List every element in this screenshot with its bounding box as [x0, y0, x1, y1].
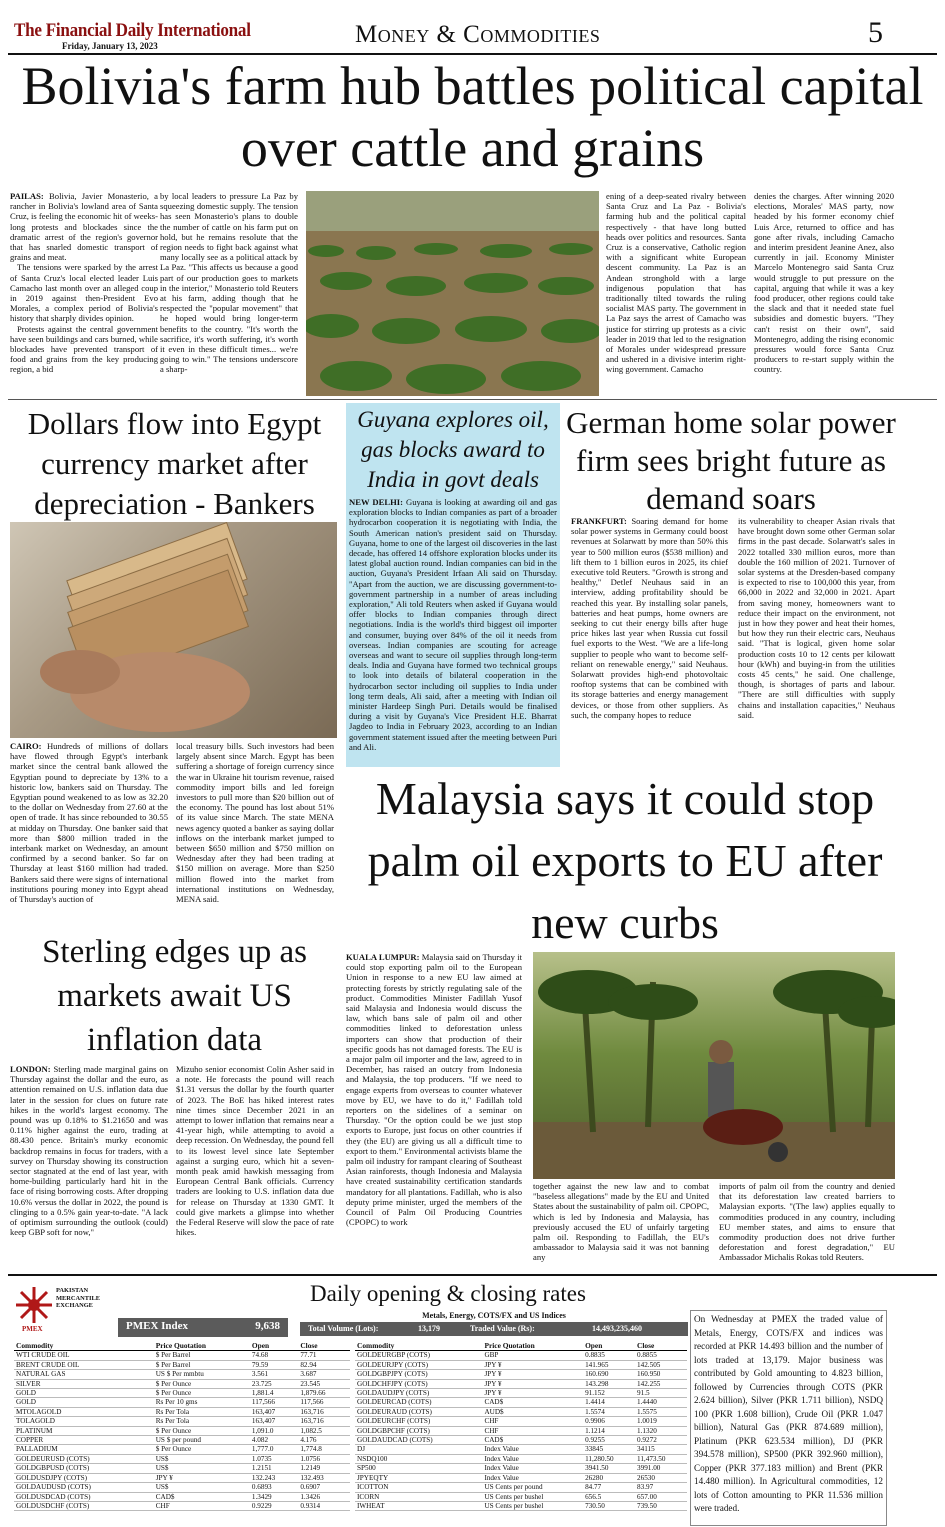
- cell-close: 1.1320: [635, 1426, 687, 1435]
- cell-commodity: DJ: [355, 1445, 482, 1454]
- header-close: Close: [298, 1342, 350, 1351]
- malaysia-dateline: KUALA LUMPUR:: [346, 952, 420, 962]
- cell-open: 1,777.0: [250, 1445, 298, 1454]
- cell-commodity: GOLDEURJPY (COTS): [355, 1360, 482, 1369]
- cell-quotation: US Cents per bushel: [482, 1492, 583, 1501]
- pmex-index-label: PMEX Index: [126, 1320, 189, 1332]
- cell-commodity: GOLDAUDUSD (COTS): [14, 1483, 154, 1492]
- table-row: [355, 1483, 687, 1492]
- pmex-logo-abbr: PMEX: [22, 1325, 43, 1333]
- cell-close: 3.687: [298, 1370, 350, 1379]
- pmex-summary: On Wednesday at PMEX the traded value of Metals, Energy, COTS/FX and indices was recorded at PKR 14.493 billion and the number of lots traded at 13,179. Major business was contributed by Gold amounting to 4.823 billion, followed by Currencies through COTS (PKR 2.624 billion), Silver (PKR 1.711 billion), NSDQ 100 (PKR 1.608 billion), Crude Oil (PKR 1.047 billion), Natural Gas (PKR 874.689 million), Platinum (PKR 623.534 million), DJ (PKR 394.578 million), SP500 (PKR 392.960 million), Copper (PKR 377.183 million) and Brent (PKR 14.480 million). In Agricultural commodities, 12 lots of Cotton amounting to PKR 11.536 million were traded.: [690, 1310, 887, 1526]
- pmex-table-left: [14, 1342, 350, 1511]
- pmex-right-body: [355, 1351, 687, 1511]
- table-row: [14, 1492, 350, 1501]
- table-row: [14, 1379, 350, 1388]
- table-row: [355, 1454, 687, 1463]
- cell-quotation: $ Per Barrel: [154, 1360, 250, 1369]
- cell-close: 1.3426: [298, 1492, 350, 1501]
- farm-field-photo: [306, 191, 599, 396]
- cell-open: 1.4414: [583, 1398, 635, 1407]
- cell-close: 82.94: [298, 1360, 350, 1369]
- cell-close: 1.0756: [298, 1454, 350, 1463]
- cell-open: 0.9255: [583, 1436, 635, 1445]
- cell-quotation: US$: [154, 1454, 250, 1463]
- cell-quotation: CAD$: [482, 1398, 583, 1407]
- cell-quotation: CAD$: [482, 1436, 583, 1445]
- pmex-index-bar: [118, 1318, 288, 1337]
- cell-close: 142.255: [635, 1379, 687, 1388]
- bolivia-para2: The tensions were sparked by the arrest of Santa Cruz's local elected leader Luis Camacho last month over an alleged coup in 2019 against then-President Evo Morales, a complex period of Bolivia's history that sharply divides opinion.: [10, 262, 158, 324]
- cell-close: 1.4440: [635, 1398, 687, 1407]
- palm-oil-photo: [533, 952, 895, 1179]
- table-row: [355, 1436, 687, 1445]
- egypt-text1: Hundreds of millions of dollars have flowed through Egypt's interbank market since the central bank allowed the Egyptian pound to depreciate by 13% to a historic low, bankers said on Thursday. The Egyptian pound weakened to as low as 32.20 to the dollar on Wednesday from 27.60 at the open of trade. It has since rebounded to 30.55 at midday on Thursday. One banker said that more than $800 million traded in the interbank market on Wednesday, an amount confirmed by a second banker. So far on Thursday at least $160 million had traded. Bankers said there were signs of international institutions pouring money into Egypt ahead of Thursday's auction of: [10, 741, 168, 905]
- bolivia-para1: Bolivia, Javier Monasterio, a rancher in Bolivia's lowland area of Santa Cruz, is feeling the economic hit of weeks-long protests and blockades since the dramatic arrest of the region's governor that has snarled domestic transport of grains and meat.: [10, 191, 158, 263]
- page-number: 5: [868, 16, 883, 49]
- bolivia-para3: Protests against the central government have seen buildings and cars burned, while blockades have prevented transport of food and grains from the key producing region, a bid: [10, 323, 158, 375]
- cell-open: 141.965: [583, 1360, 635, 1369]
- malaysia-text1: Malaysia said on Thursday it could stop exporting palm oil to the European Union in response to a new EU law aimed at protecting forests by strictly regulating sale of the product. Commodities Minister Fadillah Yusof said Malaysia and Indonesia would discuss the law, which bans sale of palm oil and other commodities linked to deforestation unless importers can show that production of their specific goods has not damaged forests. The EU is a major palm oil importer and the law, agreed to in December, has raised an outcry from Indonesia and Malaysia, the top producers. "If we need to engage experts from overseas to counter whatever move by EU, we have to do it," Fadillah told reporters on the sidelines of a seminar on Thursday. "Or the option could be we just stop exports to Europe, just focus on other countries if they (the EU) are giving us all a difficult time to export to them." Environmental activists blame the palm oil industry for rampant clearing of Southeast Asian rainforests, though Indonesia and Malaysia have created sustainability certification standards mandatory for all plantations. Fadillah, who is also deputy prime minister, urged the members of the Council of Palm Oil Producing Countries (CPOPC) to work: [346, 952, 522, 1228]
- egypt-headline: Dollars flow into Egypt currency market after depreciation - Bankers: [27, 406, 322, 521]
- header-price-quotation: Price Quotation: [482, 1342, 583, 1351]
- table-row: [355, 1501, 687, 1510]
- cell-commodity: GOLDEURAUD (COTS): [355, 1407, 482, 1416]
- german-dateline: FRANKFURT:: [571, 516, 627, 526]
- header-open: Open: [250, 1342, 298, 1351]
- cell-close: 0.9314: [298, 1501, 350, 1510]
- banknotes-illustration: [10, 522, 337, 738]
- cell-open: 730.50: [583, 1501, 635, 1510]
- pmex-logo-text: PAKISTAN MERCANTILE EXCHANGE: [56, 1287, 101, 1309]
- cell-open: 132.243: [250, 1473, 298, 1482]
- cell-commodity: GOLDGBPJPY (COTS): [355, 1370, 482, 1379]
- cell-quotation: Index Value: [482, 1454, 583, 1463]
- cell-commodity: GOLDEURGBP (COTS): [355, 1351, 482, 1360]
- bolivia-col2: by local leaders to pressure La Paz by squeezing domestic supply. The tension has seen Monasterio's plans to double the number of cattle on his farm put on hold, but he remains resolute that the region needs to fight back against what many locally see as a political attack by La Paz. "This affects us because a good part of our production goes to markets in the interior," Monasterio told Reuters at his farm, adding though that he respected the "popular movement" that he hoped would bring longer-term benefits to the country. "It's worth the sacrifice, it's worth suffering, it's worth it even in these difficult times... we're going to win." The tensions underscore a sharp-: [160, 191, 298, 375]
- table-row: [355, 1464, 687, 1473]
- cell-close: 3991.00: [635, 1464, 687, 1473]
- bolivia-col1: [10, 191, 158, 397]
- malaysia-col2: together against the new law and to combat "baseless allegations" made by the EU and United States about the sustainability of palm oil. CPOPC, which is led by Indonesia and Malaysia, has previously accused the EU of unfairly targeting palm oil. Responding to Fadillah, the EU's ambassador to Malaysia said it was not banning any: [533, 1181, 709, 1263]
- cell-open: 1.1214: [583, 1426, 635, 1435]
- cell-close: 1,082.5: [298, 1426, 350, 1435]
- cell-close: 34115: [635, 1445, 687, 1454]
- cell-commodity: GOLDEURUSD (COTS): [14, 1454, 154, 1463]
- header-close: Close: [635, 1342, 687, 1351]
- cell-close: 142.505: [635, 1360, 687, 1369]
- pmex-table-right: [355, 1342, 687, 1511]
- cell-open: 33845: [583, 1445, 635, 1454]
- bolivia-col3: ening of a deep-seated rivalry between Santa Cruz and La Paz - Bolivia's farming hub and the political capital respectively - that have long butted heads over politics and resources. Santa Cruz is a conservative, Catholic region with a significant white European descent community. La Paz is an Andean stronghold with a large indigenous population that has traditionally tilted towards the ruling socialist MAS party. The government in La Paz says the arrest of Camacho was justice for stirring up protests as a civic leader in 2019 that led to the resignation of Morales under widespread pressure and ushered in a divisive interim right-wing government. Camacho: [606, 191, 746, 375]
- cell-open: 74.68: [250, 1351, 298, 1360]
- header-commodity: Commodity: [14, 1342, 154, 1351]
- cell-commodity: GOLDUSDJPY (COTS): [14, 1473, 154, 1482]
- banknotes-photo: [10, 522, 337, 738]
- masthead-rule: [8, 53, 937, 55]
- german-col1: [571, 516, 728, 766]
- pmex-logo: [14, 1283, 114, 1335]
- table-header-row: [355, 1342, 687, 1351]
- cell-open: 91.152: [583, 1389, 635, 1398]
- cell-commodity: GOLDCHFJPY (COTS): [355, 1379, 482, 1388]
- egypt-col1: [10, 741, 168, 929]
- table-row: [355, 1351, 687, 1360]
- table-row: [14, 1389, 350, 1398]
- table-row: [14, 1483, 350, 1492]
- cell-quotation: CHF: [154, 1501, 250, 1510]
- table-row: [355, 1426, 687, 1435]
- cell-open: 84.77: [583, 1483, 635, 1492]
- cell-open: 1,881.4: [250, 1389, 298, 1398]
- cell-open: 143.298: [583, 1379, 635, 1388]
- cell-commodity: GOLDAUDJPY (COTS): [355, 1389, 482, 1398]
- masthead-name: The Financial Daily International: [14, 20, 251, 41]
- cell-open: 79.59: [250, 1360, 298, 1369]
- table-row: [14, 1436, 350, 1445]
- cell-close: 739.50: [635, 1501, 687, 1510]
- cell-quotation: JPY ¥: [154, 1473, 250, 1482]
- cell-commodity: JPYEQTY: [355, 1473, 482, 1482]
- sterling-text1: Sterling made marginal gains on Thursday against the dollar and the euro, as attention remained on U.S. inflation data due later in the session for clues on future rate hikes in the world's largest economy. The pound was up 0.18% to $1.21650 and was 0.11% higher against the euro, trading at 88.430 pence. Britain's murky economic backdrop remains in focus for traders, with a survey on Thursday showing its construction sector stagnated at the end of last year, with home-building particularly hard hit in the face of rising borrowing costs. After dropping 10.6% versus the dollar in 2022, the pound is clinging to a 0.5% gain year-to-date. "A lack of optimism surrounding the outlook (could) keep GBP soft for now,": [10, 1064, 168, 1238]
- cell-commodity: BRENT CRUDE OIL: [14, 1360, 154, 1369]
- pmex-logo-icon: [14, 1285, 54, 1325]
- cell-close: 83.97: [635, 1483, 687, 1492]
- table-row: [355, 1492, 687, 1501]
- cell-commodity: GOLDEURCHF (COTS): [355, 1417, 482, 1426]
- cell-commodity: GOLDUSDCHF (COTS): [14, 1501, 154, 1510]
- cell-commodity: GOLD: [14, 1389, 154, 1398]
- cell-close: 1.0019: [635, 1417, 687, 1426]
- pmex-vol-label: Total Volume (Lots):: [308, 1324, 379, 1333]
- table-row: [14, 1398, 350, 1407]
- german-headline: German home solar power firm sees bright future as demand soars: [566, 405, 896, 516]
- table-row: [14, 1407, 350, 1416]
- table-row: [355, 1445, 687, 1454]
- cell-open: 1.3429: [250, 1492, 298, 1501]
- cell-close: 0.8855: [635, 1351, 687, 1360]
- cell-open: 0.8835: [583, 1351, 635, 1360]
- cell-open: 1.5574: [583, 1407, 635, 1416]
- cell-commodity: COPPER: [14, 1436, 154, 1445]
- cell-commodity: WTI CRUDE OIL: [14, 1351, 154, 1360]
- cell-open: 0.6893: [250, 1483, 298, 1492]
- table-row: [14, 1417, 350, 1426]
- cell-close: 4.176: [298, 1436, 350, 1445]
- cell-quotation: US Cents per pound: [482, 1483, 583, 1492]
- pmex-title: Daily opening & closing rates: [310, 1281, 586, 1306]
- cell-open: 11,280.50: [583, 1454, 635, 1463]
- cell-commodity: MTOLAGOLD: [14, 1407, 154, 1416]
- cell-quotation: Index Value: [482, 1445, 583, 1454]
- table-row: [14, 1501, 350, 1510]
- cell-quotation: JPY ¥: [482, 1370, 583, 1379]
- cell-open: 4.082: [250, 1436, 298, 1445]
- cell-commodity: GOLDEURCAD (COTS): [355, 1398, 482, 1407]
- table-row: [355, 1370, 687, 1379]
- table-header-row: [14, 1342, 350, 1351]
- cell-commodity: GOLDAUDCAD (COTS): [355, 1436, 482, 1445]
- cell-open: 656.5: [583, 1492, 635, 1501]
- cell-quotation: US $ per pound: [154, 1436, 250, 1445]
- cell-commodity: IWHEAT: [355, 1501, 482, 1510]
- cell-open: 3941.50: [583, 1464, 635, 1473]
- cell-close: 163,716: [298, 1407, 350, 1416]
- section-title: Money & Commodities: [355, 21, 601, 48]
- pmex-volume-bar: [300, 1322, 688, 1336]
- cell-quotation: AUD$: [482, 1407, 583, 1416]
- table-row: [14, 1360, 350, 1369]
- sterling-dateline: LONDON:: [10, 1064, 51, 1074]
- egypt-col2: local treasury bills. Such investors had been largely absent since March. Egypt has been suffering a shortage of foreign currency since the war in Ukraine hit tourism revenue, raised commodity import bills and led foreign investors to pull more than $20 billion out of the economy. The pound has lost about 51% of its value since March. The state MENA news agency quoted a banker as saying dollar inflows on the interbank market jumped to between $650 million and $750 million on Wednesday after they had been trading at $150 million on average. More than $250 million flowed into the market from international institutions on Wednesday, MENA said.: [176, 741, 334, 905]
- cell-quotation: JPY ¥: [482, 1379, 583, 1388]
- cell-commodity: ICORN: [355, 1492, 482, 1501]
- cell-commodity: SILVER: [14, 1379, 154, 1388]
- masthead-date: Friday, January 13, 2023: [62, 41, 158, 51]
- bolivia-col4: denies the charges. After winning 2020 elections, Morales' MAS party, now headed by his former economy chief Luis Arce, returned to office and has gone after rivals, including Camacho and interim president Jeanine Anez, also currently in jail. Economy Minister Marcelo Montenegro said Santa Cruz would struggle to put pressure on the capital, arguing that while it was a key food producer, other regions could take the slack and that it needed state fuel subsidies and domestic buyers. "They can't resist on their own", said Montenegro, adding the rising economic pressures would force Santa Cruz producers to re-start supply within the country.: [754, 191, 894, 375]
- cell-quotation: CHF: [482, 1426, 583, 1435]
- table-row: [14, 1464, 350, 1473]
- cell-close: 91.5: [635, 1389, 687, 1398]
- pmex-left-body: [14, 1351, 350, 1511]
- header-open: Open: [583, 1342, 635, 1351]
- cell-close: 0.6907: [298, 1483, 350, 1492]
- cell-open: 0.9229: [250, 1501, 298, 1510]
- cell-quotation: $ Per Ounce: [154, 1389, 250, 1398]
- cell-open: 1.0735: [250, 1454, 298, 1463]
- german-col2: its vulnerability to cheaper Asian rivals that have brought down some other German solar firms in the past decade. Solarwatt's sales in 2022 totalled 330 million euros, more than double the 160 million of 2021. Turnover of solar systems at the Dresden-based company is expected to rise to 100,000 this year, from 66,000 in 2022 and 32,000 in 2021. Apart from saving money, homeowners want to reduce their impact on the environment, not just in how they power and heat their homes, but how they run their electric cars, Neuhaus said. "That is logical, given home solar production costs 10 to 12 cents per kilowatt hour (kWh) and buying-in from the utilities costs 45 cents," he said. One challenge, though, is shortages of parts and labour. "There are still difficulties with supply chains and installation capacities," Neuhaus said.: [738, 516, 895, 720]
- cell-close: 1,879.66: [298, 1389, 350, 1398]
- sterling-col1: [10, 1064, 168, 1270]
- table-row: [14, 1454, 350, 1463]
- cell-quotation: GBP: [482, 1351, 583, 1360]
- cell-quotation: JPY ¥: [482, 1389, 583, 1398]
- guyana-body: [346, 495, 560, 767]
- cell-open: 26280: [583, 1473, 635, 1482]
- cell-commodity: NATURAL GAS: [14, 1370, 154, 1379]
- cell-quotation: CHF: [482, 1417, 583, 1426]
- cell-close: 1,774.8: [298, 1445, 350, 1454]
- cell-close: 1.2149: [298, 1464, 350, 1473]
- header-commodity: Commodity: [355, 1342, 482, 1351]
- sterling-headline: Sterling edges up as markets await US inflation data: [42, 934, 307, 1058]
- bolivia-headline: Bolivia's farm hub battles political capital over cattle and grains: [21, 56, 924, 178]
- cell-commodity: TOLAGOLD: [14, 1417, 154, 1426]
- cell-quotation: $ Per Ounce: [154, 1445, 250, 1454]
- cell-open: 163,407: [250, 1417, 298, 1426]
- cell-quotation: Rs Per 10 gms: [154, 1398, 250, 1407]
- guyana-box: [346, 403, 560, 767]
- cell-close: 160.950: [635, 1370, 687, 1379]
- cell-quotation: $ Per Ounce: [154, 1379, 250, 1388]
- cell-quotation: $ Per Barrel: [154, 1351, 250, 1360]
- malaysia-col1: [346, 952, 522, 1270]
- cell-close: 657.00: [635, 1492, 687, 1501]
- cell-open: 1.2151: [250, 1464, 298, 1473]
- cell-open: 1,091.0: [250, 1426, 298, 1435]
- table-row: [355, 1407, 687, 1416]
- table-row: [355, 1417, 687, 1426]
- malaysia-headline: Malaysia says it could stop palm oil exports to EU after new curbs: [367, 773, 883, 948]
- section-divider: [8, 399, 937, 400]
- cell-quotation: US$: [154, 1483, 250, 1492]
- cell-quotation: US$: [154, 1464, 250, 1473]
- malaysia-col3: imports of palm oil from the country and denied that its deforestation law created barriers to Malaysian exports. "(The law) applies equally to commodities produced in any country, including EU member states, and aims to ensure that commodity production does not drive further deforestation and forest degradation," EU Ambassador Michalis Rokas told Reuters.: [719, 1181, 895, 1263]
- pmex-subtitle: Metals, Energy, COTS/FX and US Indices: [422, 1311, 566, 1320]
- cell-quotation: CAD$: [154, 1492, 250, 1501]
- table-row: [14, 1445, 350, 1454]
- farm-field-illustration: [306, 191, 599, 396]
- cell-close: 0.9272: [635, 1436, 687, 1445]
- table-row: [14, 1370, 350, 1379]
- table-row: [355, 1379, 687, 1388]
- guyana-headline: Guyana explores oil, gas blocks award to India in govt deals: [357, 407, 549, 492]
- cell-quotation: $ Per Ounce: [154, 1426, 250, 1435]
- cell-commodity: PALLADIUM: [14, 1445, 154, 1454]
- cell-quotation: US $ Per mmbtu: [154, 1370, 250, 1379]
- cell-quotation: Rs Per Tola: [154, 1417, 250, 1426]
- cell-close: 163,716: [298, 1417, 350, 1426]
- cell-commodity: GOLDGBPUSD (COTS): [14, 1464, 154, 1473]
- cell-close: 11,473.50: [635, 1454, 687, 1463]
- cell-commodity: ICOTTON: [355, 1483, 482, 1492]
- cell-open: 163,407: [250, 1407, 298, 1416]
- cell-close: 1.5575: [635, 1407, 687, 1416]
- pmex-vol-value: 13,179: [418, 1324, 440, 1333]
- sterling-col2: Mizuho senior economist Colin Asher said in a note. He forecasts the pound will reach $1.31 versus the dollar by the fourth quarter of 2023. The BoE has hiked interest rates nine times since December 2021 in an attempt to lower inflation that remains near a 41-year high, while attempting to avoid a deep recession. On Wednesday, the pound fell to its lowest level since late September against a surging euro, which hit a seven-month peak amid hawkish messaging from European Central Bank officials. Currency traders are looking to U.S. inflation data due for release on Thursday at 1330 GMT. It could give markets a glimpse into whether the Federal Reserve will slow the pace of rate hikes.: [176, 1064, 334, 1238]
- pmex-tv-label: Traded Value (Rs):: [470, 1324, 535, 1333]
- table-row: [355, 1473, 687, 1482]
- table-row: [355, 1398, 687, 1407]
- cell-open: 3.561: [250, 1370, 298, 1379]
- cell-open: 117,566: [250, 1398, 298, 1407]
- cell-close: 26530: [635, 1473, 687, 1482]
- cell-commodity: PLATINUM: [14, 1426, 154, 1435]
- cell-open: 23.725: [250, 1379, 298, 1388]
- pmex-index-value: 9,638: [255, 1320, 280, 1332]
- guyana-text: Guyana is looking at awarding oil and gas exploration blocks to Indian companies as part of a broader hydrocarbon cooperation it is negotiating with India, the South American nation's president said on Thursday. Guyana, home to one of the largest oil discoveries in the last decade, has offered 14 offshore exploration blocks under its latest global auction round. Indian companies can bid in the auction, Guyana's President Irfaan Ali said on Thursday. "Apart from the auction, we are discussing government-to-government partnership in a number of areas including exploration," Ali told Reuters when asked if Guyana would offer blocks to Indian companies through direct negotiations. India is the world's third biggest oil importer and consumer, buying over 84% of the oil it needs from overseas. Indian companies are scouting for acreage overseas and want to secure oil supplies through long-term deals. India and Guyana have formed two technical groups to look into details of bilateral cooperation in the hydrocarbon sector including oil supplies to India under long term deals, Ali said, after a meeting with Indian oil minister Hardeep Singh Puri. Details would be finalised during a visit by Guyana's Vice President H.E. Bharrat Jagdeo to India in February 2023, according to an Indian government statement issued after the meeting between Puri and Ali.: [349, 497, 557, 752]
- cell-quotation: US Cents per bushel: [482, 1501, 583, 1510]
- cell-close: 117,566: [298, 1398, 350, 1407]
- table-row: [355, 1389, 687, 1398]
- cell-open: 160.690: [583, 1370, 635, 1379]
- german-text1: Soaring demand for home solar power systems in Germany could boost revenues at Solarwatt by more than 50% this year to 500 million euros ($538 million) and lift them to 1 billion euros in 2025, its chief executive told Reuters. "Growth is strong and healthy," Detlef Neuhaus said in an interview, adding profitability should be reached this year. By installing solar panels, batteries and heat pumps, home owners are seeking to cut their energy bills after huge price hikes last year when Russia cut fossil fuel exports to the West. "We are a life-long supplier to people who want to become self-reliant on renewable energy," said Neuhaus. Solarwatt provides high-end photovoltaic rooftop systems that can be combined with its storage batteries and energy management devices, or those from other suppliers. As such, the company hopes to reduce: [571, 516, 728, 720]
- guyana-dateline: NEW DELHI:: [349, 497, 403, 507]
- cell-commodity: GOLD: [14, 1398, 154, 1407]
- table-row: [14, 1473, 350, 1482]
- cell-close: 23.545: [298, 1379, 350, 1388]
- header-price-quotation: Price Quotation: [154, 1342, 250, 1351]
- pmex-tv-value: 14,493,235,460: [592, 1324, 642, 1333]
- table-row: [14, 1426, 350, 1435]
- cell-commodity: SP500: [355, 1464, 482, 1473]
- palm-plantation-illustration: [533, 952, 895, 1179]
- cell-quotation: Rs Per Tola: [154, 1407, 250, 1416]
- table-divider: [8, 1274, 937, 1276]
- cell-commodity: GOLDGBPCHF (COTS): [355, 1426, 482, 1435]
- cell-quotation: JPY ¥: [482, 1360, 583, 1369]
- table-row: [355, 1360, 687, 1369]
- cell-quotation: Index Value: [482, 1473, 583, 1482]
- cell-commodity: NSDQ100: [355, 1454, 482, 1463]
- cell-open: 0.9906: [583, 1417, 635, 1426]
- bolivia-dateline: PAILAS:: [10, 191, 44, 201]
- egypt-dateline: CAIRO:: [10, 741, 42, 751]
- cell-quotation: Index Value: [482, 1464, 583, 1473]
- cell-close: 132.493: [298, 1473, 350, 1482]
- table-row: [14, 1351, 350, 1360]
- cell-close: 77.71: [298, 1351, 350, 1360]
- cell-commodity: GOLDUSDCAD (COTS): [14, 1492, 154, 1501]
